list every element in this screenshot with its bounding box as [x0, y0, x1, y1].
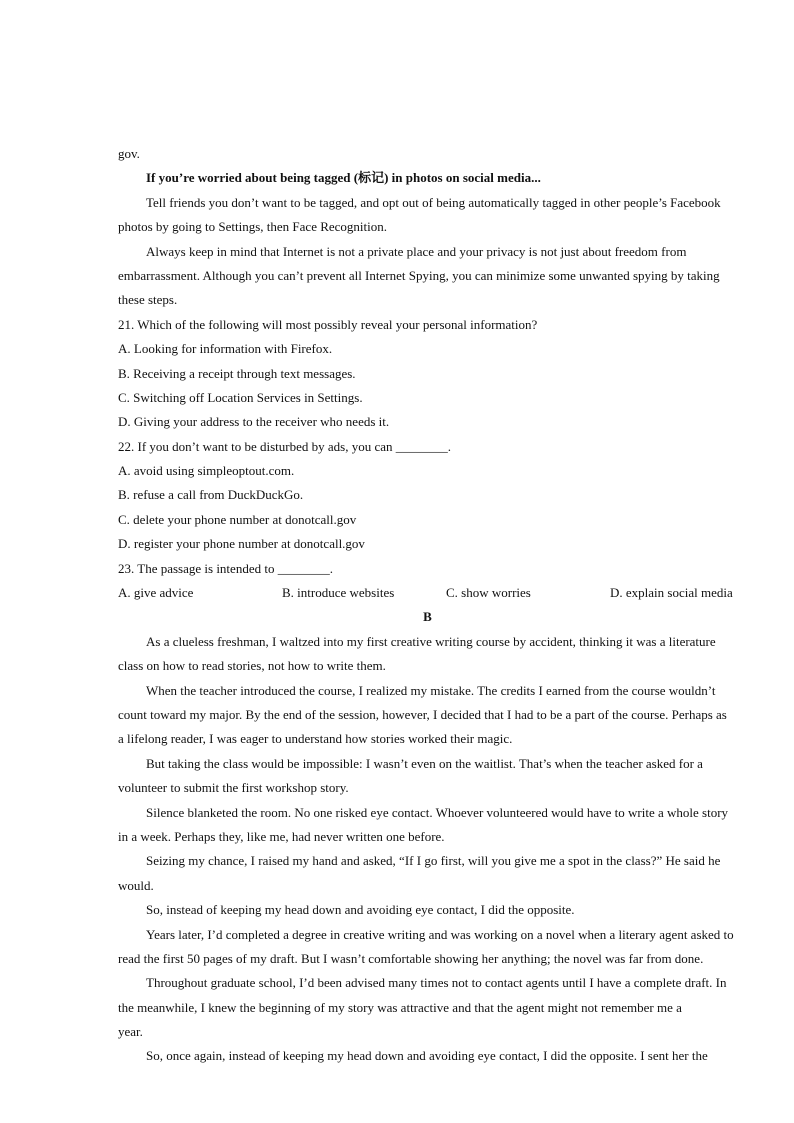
text-line: Throughout graduate school, I’d been advised many times not to contact agents until I have a complete draft. In [146, 975, 727, 991]
text-line: When the teacher introduced the course, I realized my mistake. The credits I earned from the course wouldn’t [146, 682, 716, 698]
text-line: embarrassment. Although you can’t prevent all Internet Spying, you can minimize some unwanted spying by taking [118, 267, 720, 283]
text-line: would. [118, 877, 154, 893]
option-23b: B. introduce websites [282, 585, 395, 601]
option-23d: D. explain social media [610, 585, 733, 601]
question-21: 21. Which of the following will most possibly reveal your personal information? [118, 316, 538, 332]
text-line: class on how to read stories, not how to write them. [118, 658, 386, 674]
text-line: these steps. [118, 292, 178, 308]
text-line: As a clueless freshman, I waltzed into my first creative writing course by accident, thinking it was a literature [146, 633, 716, 649]
option-23a: A. give advice [118, 585, 194, 601]
text-line: Silence blanketed the room. No one risked eye contact. Whoever volunteered would have to write a whole story [146, 804, 729, 820]
text-line: volunteer to submit the first workshop story. [118, 780, 349, 796]
option-22c: C. delete your phone number at donotcall.gov [118, 511, 357, 527]
text-line: read the first 50 pages of my draft. But I wasn’t comfortable showing her anything; the novel was far from done. [118, 950, 704, 966]
options-23 [118, 581, 737, 605]
section-heading: If you’re worried about being tagged (标记) in photos on social media... [146, 170, 541, 186]
option-22b: B. refuse a call from DuckDuckGo. [118, 487, 304, 503]
text-line: in a week. Perhaps they, like me, had never written one before. [118, 828, 445, 844]
text-line: So, once again, instead of keeping my head down and avoiding eye contact, I did the opposite. I sent her the [146, 1048, 708, 1064]
option-22d: D. register your phone number at donotcall.gov [118, 536, 365, 552]
text-line: photos by going to Settings, then Face Recognition. [118, 219, 388, 235]
option-21b: B. Receiving a receipt through text messages. [118, 365, 356, 381]
question-22: 22. If you don’t want to be disturbed by ads, you can ________. [118, 438, 452, 454]
question-23: 23. The passage is intended to ________. [118, 560, 333, 576]
text-line: Years later, I’d completed a degree in creative writing and was working on a novel when a literary agent asked to [146, 926, 734, 942]
option-22a: A. avoid using simpleoptout.com. [118, 463, 295, 479]
text-line: So, instead of keeping my head down and avoiding eye contact, I did the opposite. [146, 902, 575, 918]
text-line: a lifelong reader, I was eager to understand how stories worked their magic. [118, 731, 513, 747]
text-line: the meanwhile, I knew the beginning of my story was attractive and that the agent might not remember me a [118, 999, 682, 1015]
option-21c: C. Switching off Location Services in Settings. [118, 389, 363, 405]
text-line: Seizing my chance, I raised my hand and asked, “If I go first, will you give me a spot in the class?” He said he [146, 853, 721, 869]
option-21d: D. Giving your address to the receiver who needs it. [118, 414, 390, 430]
text-line: gov. [118, 146, 140, 161]
text-line: count toward my major. By the end of the session, however, I decided that I had to be a part of the course. Perhaps as [118, 706, 727, 722]
text-column [118, 142, 737, 1072]
text-line: year. [118, 1024, 143, 1040]
text-line: Always keep in mind that Internet is not a private place and your privacy is not just about freedom from [146, 243, 687, 259]
passage-label: B [423, 609, 432, 625]
option-21a: A. Looking for information with Firefox. [118, 341, 333, 357]
text-line: But taking the class would be impossible: I wasn’t even on the waitlist. That’s when the teacher asked for a [146, 755, 703, 771]
option-23c: C. show worries [446, 585, 531, 601]
text-line: Tell friends you don’t want to be tagged, and opt out of being automatically tagged in other people’s Facebook [146, 194, 721, 210]
